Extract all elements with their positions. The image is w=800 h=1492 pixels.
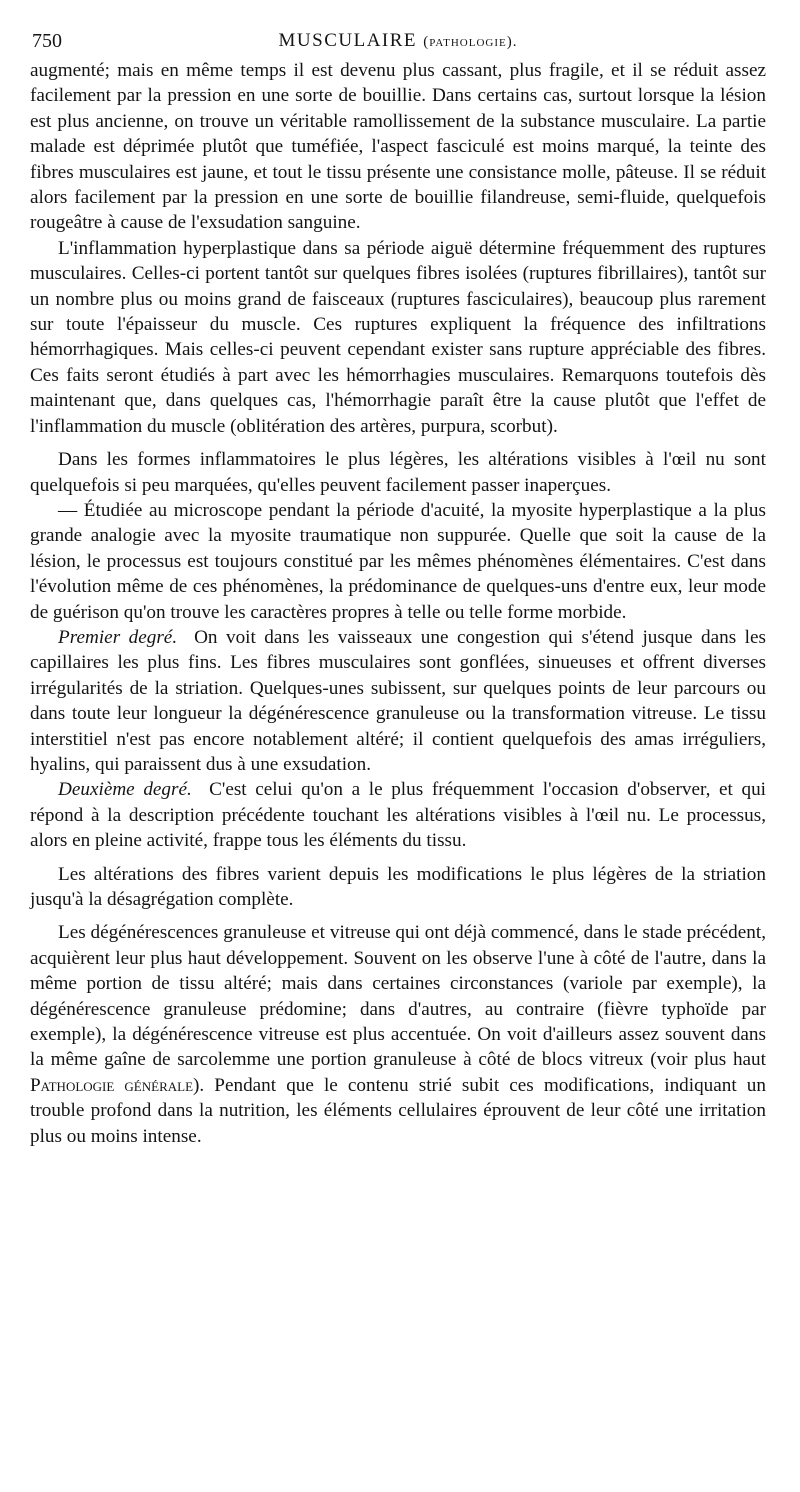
paragraph-deuxieme-degre xyxy=(30,777,766,853)
paragraph-premier-degre xyxy=(30,625,766,777)
running-head xyxy=(30,20,766,56)
paragraph-continuation: augmenté; mais en même temps il est devenu plus cassant, plus fragile, et il se réduit assez facilement par la pression en une sorte de bouillie. Dans certains cas, surtout lorsque la lésion est plus ancienne, on trouve un véritable ramollissement de la substance musculaire. La partie malade est déprimée plutôt que tuméfiée, l'aspect fasciculé est moins marqué, la teinte des fibres musculaires est jaune, et tout le tissu présente une consistance molle, pâteuse. Il se réduit alors facilement par la pression en une sorte de bouillie filandreuse, semi-fluide, quelquefois rougeâtre à cause de l'exsudation sanguine. xyxy=(30,60,766,234)
paragraph-alterations-fibres: Les altérations des fibres varient depuis les modifications le plus légères de la striation jusqu'à la désagrégation complète. xyxy=(30,863,766,910)
paragraph-degenerescences-text-2: ). Pendant que le contenu strié subit ces modifications, indiquant un trouble profond dans la nutrition, les éléments cellulaires éprouvent de leur côté une irritation plus ou moins intense. xyxy=(30,1074,766,1147)
running-title-subtitle: (pathologie). xyxy=(423,34,518,50)
book-page xyxy=(30,20,766,1149)
paragraph-ruptures: L'inflammation hyperplastique dans sa période aiguë détermine fréquemment des ruptures musculaires. Celles-ci portent tantôt sur quelques fibres isolées (ruptures fibrillaires), tantôt sur un nombre plus ou moins grand de faisceaux (ruptures fasciculaires), beaucoup plus rarement sur toute l'épaisseur du muscle. Ces ruptures expliquent la fréquence des infiltrations hémorrhagiques. Mais celles-ci peuvent cependant exister sans rupture appréciable des fibres. Ces faits seront étudiés à part avec les hémorrhagies musculaires. Remarquons toutefois dès maintenant que, dans quelques cas, l'hémorrhagie paraît être la cause plutôt que l'effet de l'inflammation du muscle (oblitération des artères, purpura, scorbut). xyxy=(30,237,766,437)
running-title xyxy=(30,30,766,52)
page-number: 750 xyxy=(32,30,62,52)
paragraph-microscope: — Étudiée au microscope pendant la période d'acuité, la myosite hyperplastique a la plus grande analogie avec la myosite traumatique non suppurée. Quelle que soit la cause de la lésion, le processus est toujours constitué par les mêmes phénomènes élémentaires. C'est dans l'évolution même de ces phénomènes, la prédominance de quelques-uns d'entre eux, leur mode de guérison qu'on trouve les caractères propres à telle ou telle forme morbide. xyxy=(30,499,766,623)
running-title-main: MUSCULAIRE xyxy=(278,30,418,51)
cross-reference-pathologie-generale: Pathologie générale xyxy=(30,1074,194,1096)
paragraph-degenerescences xyxy=(30,920,766,1149)
body-text xyxy=(30,58,766,1149)
runin-deuxieme-degre: Deuxième degré. xyxy=(58,779,192,801)
paragraph-formes-legeres: Dans les formes inflammatoires le plus légères, les altérations visibles à l'œil nu sont quelquefois si peu marquées, qu'elles peuvent facilement passer inaperçues. xyxy=(30,449,766,496)
runin-premier-degre: Premier degré. xyxy=(58,626,178,648)
paragraph-premier-degre-text: On voit dans les vaisseaux une congestion qui s'étend jusque dans les capillaires les plus fins. Les fibres musculaires sont gonflées, sinueuses et offrent diverses irrégularités de la striation. Quelques-unes subissent, sur quelques points de leur parcours ou dans toute leur longueur la dégénérescence granuleuse ou la transformation vitreuse. Le tissu interstitiel n'est pas encore notablement altéré; il contient quelquefois des amas irréguliers, hyalins, qui paraissent dus à une exsudation. xyxy=(30,626,766,775)
paragraph-deuxieme-degre-text: C'est celui qu'on a le plus fréquemment l'occasion d'observer, et qui répond à la description précédente touchant les altérations visibles à l'œil nu. Le processus, alors en pleine activité, frappe tous les éléments du tissu. xyxy=(30,779,767,852)
paragraph-degenerescences-text-1: Les dégénérescences granuleuse et vitreuse qui ont déjà commencé, dans le stade précédent, acquièrent leur plus haut développement. Souvent on les observe l'une à côté de l'autre, dans la même portion de tissu altéré; mais dans certaines circonstances (variole par exemple), la dégénérescence granuleuse prédomine; dans d'autres, au contraire (fièvre typhoïde par exemple), la dégénérescence vitreuse est plus accentuée. On voit d'ailleurs assez souvent dans la même gaîne de sarcolemme une portion granuleuse à côté de blocs vitreux (voir plus haut xyxy=(30,922,766,1071)
